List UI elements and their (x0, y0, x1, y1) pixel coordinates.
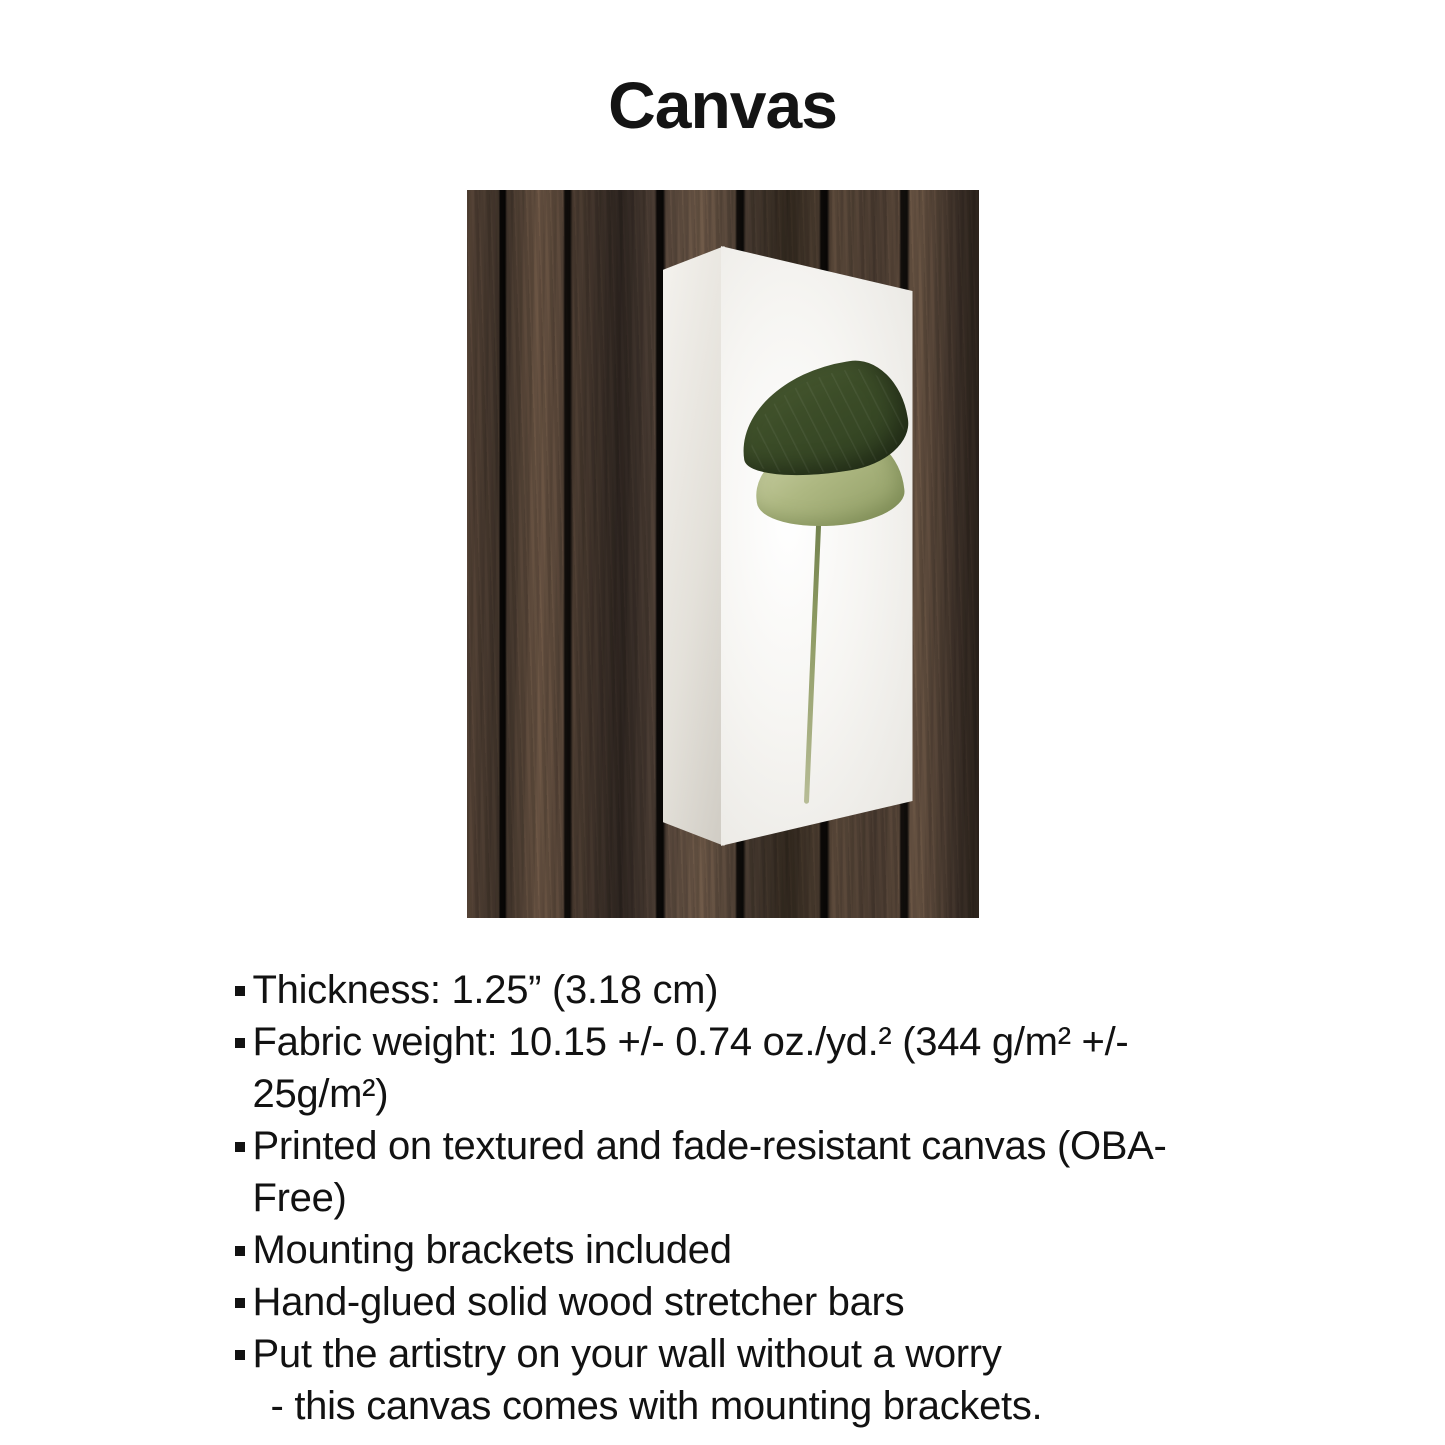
spec-text: Printed on textured and fade-resistant canvas (OBA-Free) (252, 1124, 1167, 1220)
bullet-icon (235, 1142, 245, 1152)
spec-text: Put the artistry on your wall without a worry (252, 1332, 1002, 1376)
spec-text: Thickness: 1.25” (3.18 cm) (252, 968, 719, 1012)
bullet-icon (235, 1038, 245, 1048)
list-item (235, 1120, 1223, 1224)
spec-text: Fabric weight: 10.15 +/- 0.74 oz./yd.² (344 g/m² +/- 25g/m²) (252, 1020, 1140, 1116)
bullet-icon (235, 986, 245, 996)
spec-text: Hand-glued solid wood stretcher bars (252, 1280, 905, 1324)
list-item (235, 1224, 1223, 1276)
canvas-front-face (721, 246, 913, 846)
bullet-icon (235, 1298, 245, 1308)
bullet-icon (235, 1350, 245, 1360)
list-item (235, 1276, 1223, 1328)
list-item (235, 964, 1223, 1016)
leaf-stem (803, 504, 821, 804)
canvas-edge-depth (663, 246, 725, 846)
canvas-print-object (663, 246, 913, 846)
spec-text: Mounting brackets included (252, 1228, 732, 1272)
page-title: Canvas (608, 68, 837, 142)
list-item (235, 1016, 1223, 1120)
bullet-icon (235, 1246, 245, 1256)
spec-continuation-text: - this canvas comes with mounting brackets. (270, 1384, 1043, 1428)
product-image (467, 190, 979, 918)
list-item (235, 1328, 1223, 1380)
specifications-list (223, 964, 1223, 1432)
